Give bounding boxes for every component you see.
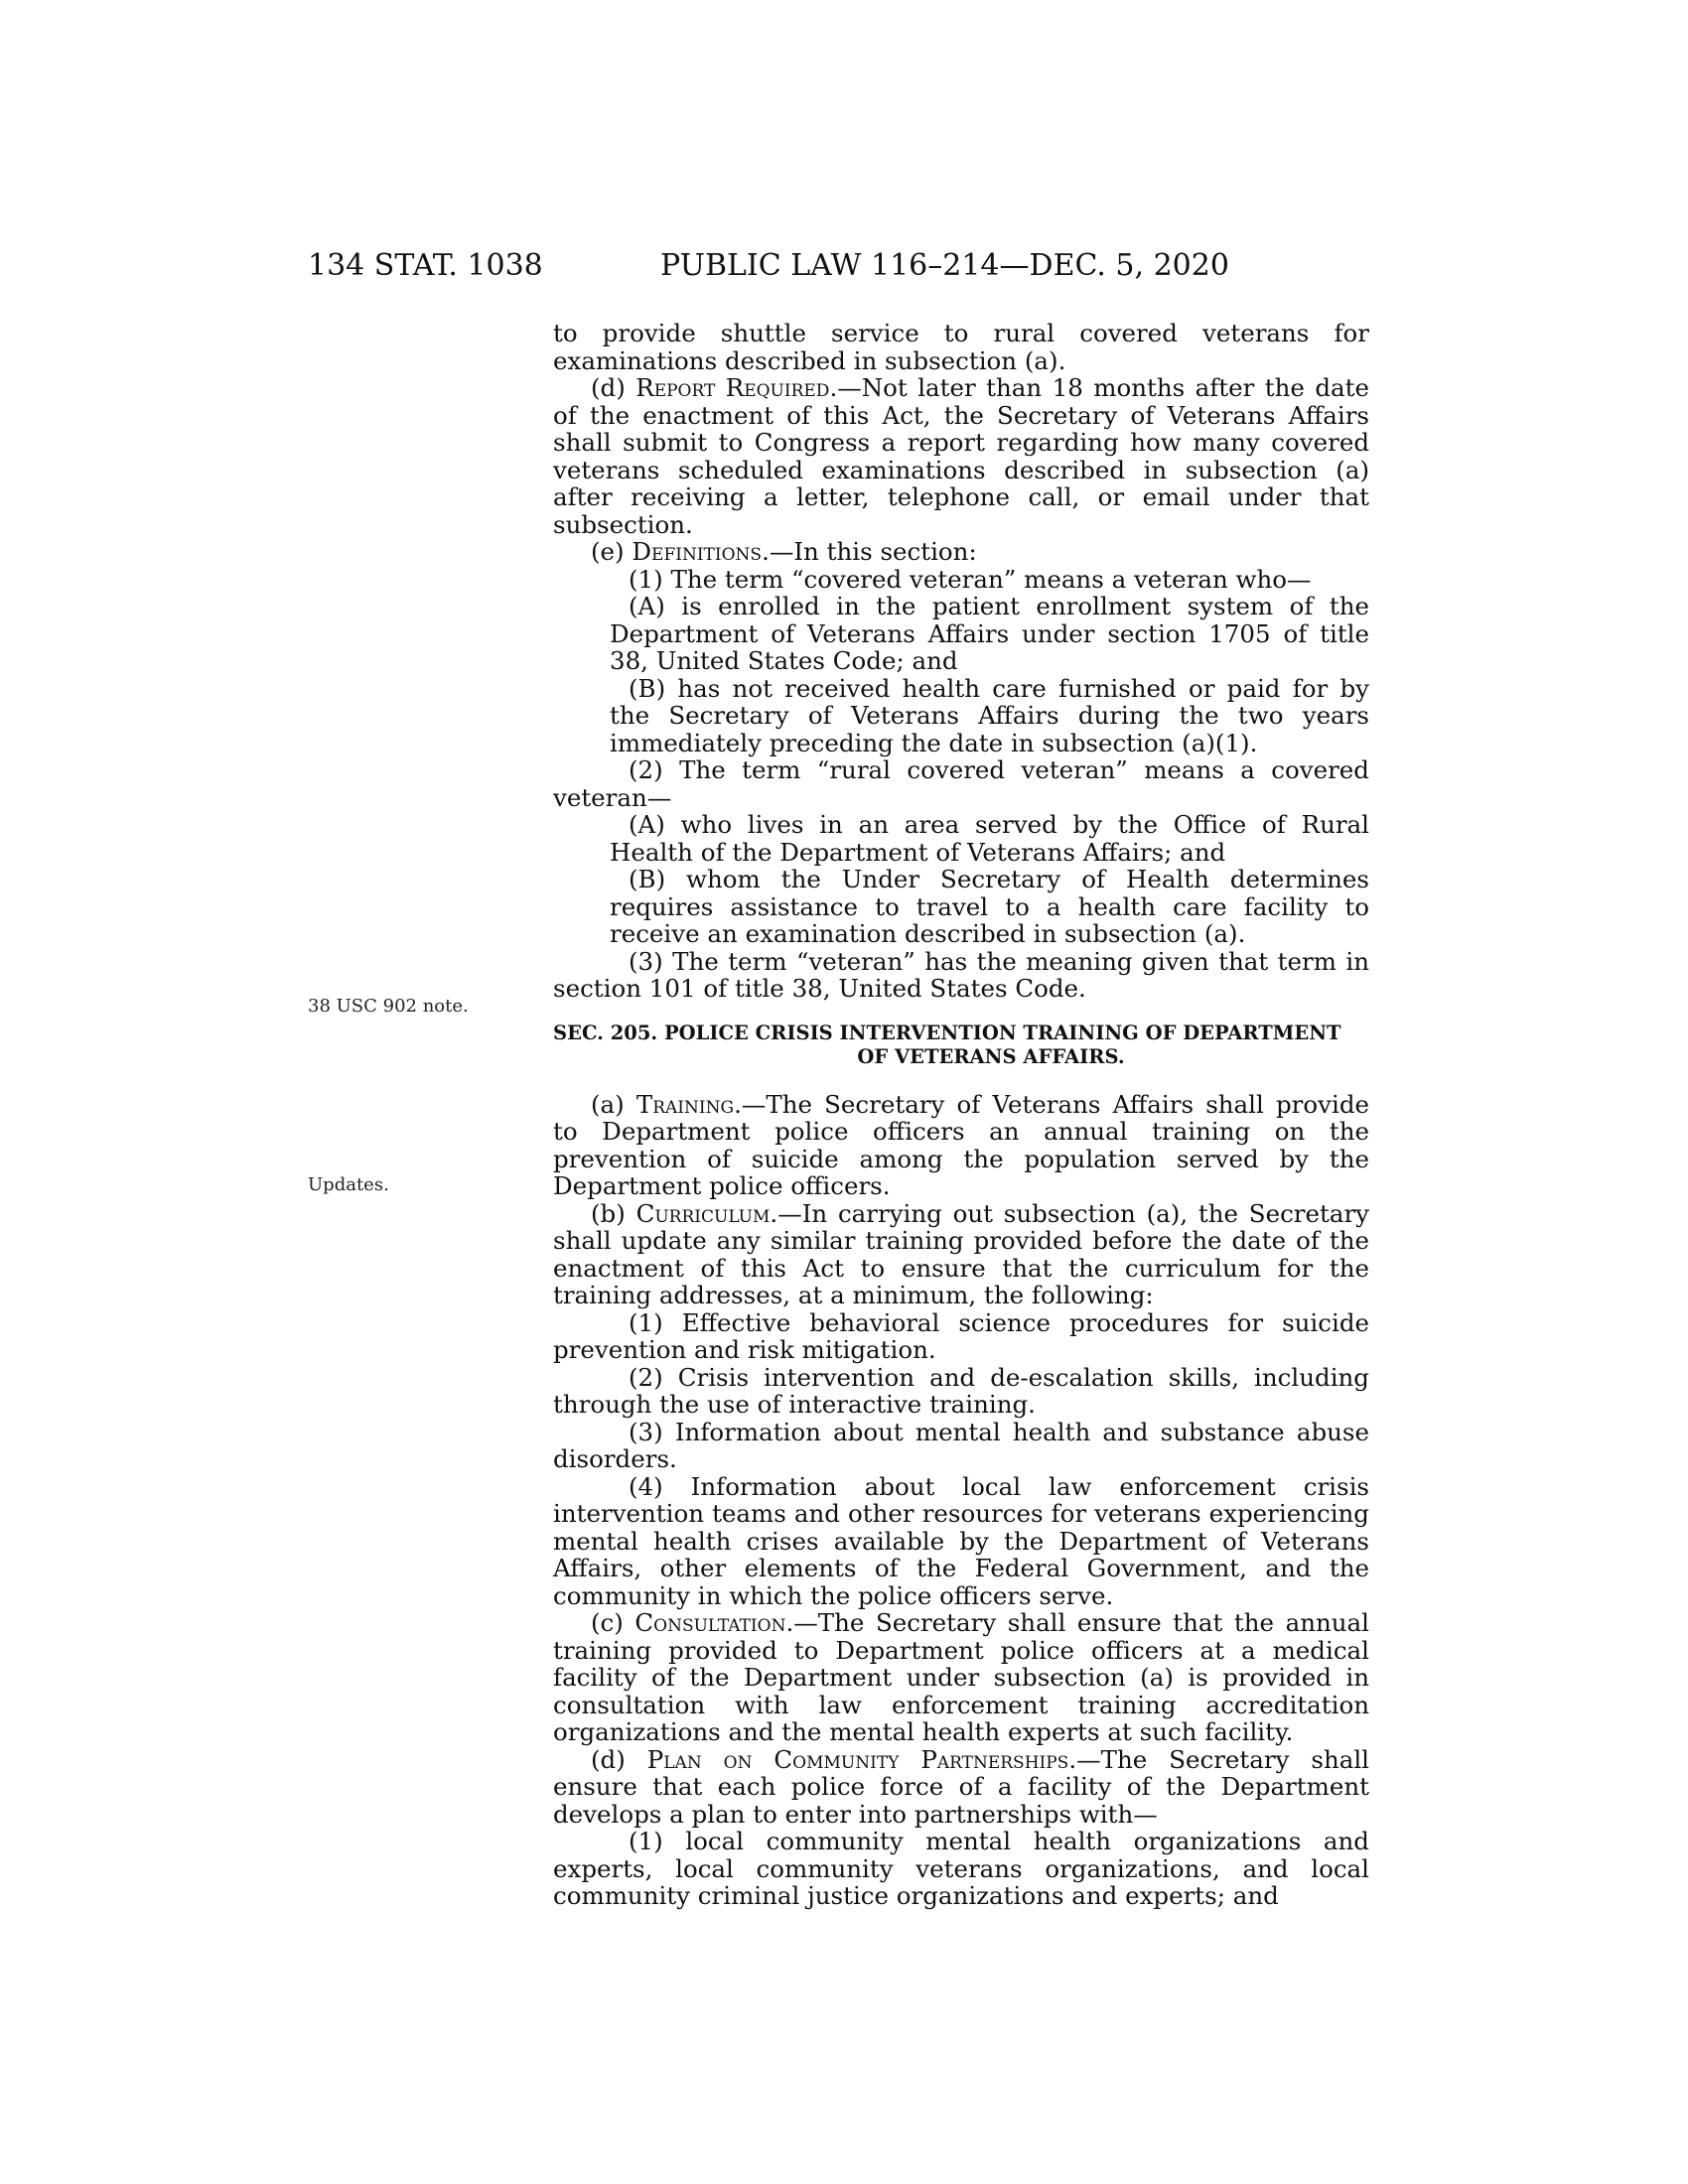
subsection-label: (d) — [591, 373, 636, 402]
subsection-text: —In carrying out subsection (a), the Secretary shall update any similar training provided before the date of the enactment of this Act to ensure that the curriculum for the training addresses, at a minimum, the following: — [553, 1198, 1370, 1309]
section-heading-line2: OF VETERANS AFFAIRS. — [857, 1044, 1125, 1068]
subsection-b-curriculum — [553, 1200, 1369, 1309]
section-heading-line1: SEC. 205. POLICE CRISIS INTERVENTION TRAINING OF DEPARTMENT — [553, 1021, 1341, 1044]
subsection-heading: Training. — [635, 1089, 742, 1119]
paragraph-b4: (4) Information about local law enforcement crisis intervention teams and other resources for veterans experiencing mental health crises available by the Department of Veterans Affairs, other elements of the Federal Government, and the community in which the police officers serve. — [553, 1471, 1369, 1610]
paragraph-e2: (2) The term “rural covered veteran” means a covered veteran— — [553, 755, 1369, 812]
subparagraph-e1b: (B) has not received health care furnished or paid for by the Secretary of Veterans Affairs during the two years immediately preceding the date in subsection (a)(1). — [610, 673, 1369, 757]
subsection-label: (a) — [591, 1089, 636, 1119]
section-heading — [553, 1022, 1369, 1069]
subparagraph-e2b: (B) whom the Under Secretary of Health determines requires assistance to travel to a health care facility to receive an examination described in subsection (a). — [610, 865, 1369, 948]
subsection-text: —The Secretary shall ensure that the annual training provided to Department police officers at a medical facility of the Department under subsection (a) is provided in consultation with law enforcement training accreditation organizations and the mental health experts at such facility. — [553, 1608, 1369, 1746]
subsection-heading: Consultation. — [634, 1608, 794, 1637]
subparagraph-e1a: (A) is enrolled in the patient enrollment system of the Department of Veterans Affairs under section 1705 of title 38, United States Code; and — [610, 592, 1369, 675]
subsection-text: —In this section: — [769, 537, 977, 566]
subsection-label: (c) — [591, 1608, 635, 1637]
page-header — [0, 248, 1688, 288]
subsection-e-definitions — [553, 538, 1369, 566]
subsection-heading: Definitions. — [632, 537, 770, 566]
margin-note-updates: Updates. — [308, 1174, 389, 1195]
paragraph-d1: (1) local community mental health organizations and experts, local community veterans organizations, and local community criminal justice organizations and experts; and — [553, 1827, 1369, 1910]
stat-page-number: 134 STAT. 1038 — [308, 248, 543, 283]
paragraph-b2: (2) Crisis intervention and de-escalation skills, including through the use of interactive training. — [553, 1362, 1369, 1419]
paragraph-b3: (3) Information about mental health and substance abuse disorders. — [553, 1417, 1369, 1473]
paragraph-b1: (1) Effective behavioral science procedures for suicide prevention and risk mitigation. — [553, 1307, 1369, 1364]
subsection-d-report — [553, 374, 1369, 538]
subsection-heading: Plan on Community Partnerships. — [646, 1744, 1077, 1774]
subsection-a-training — [553, 1091, 1369, 1200]
subsection-label: (e) — [591, 537, 633, 566]
statute-body — [553, 320, 1369, 1910]
paragraph-e1: (1) The term “covered veteran” means a veteran who— — [629, 564, 1312, 594]
subsection-heading: Report Required. — [635, 373, 838, 402]
subsection-text: —Not later than 18 months after the date of the enactment of this Act, the Secretary of Veterans Affairs shall submit to Congress a report regarding how many covered veterans scheduled examinations described in subsection (a) after receiving a letter, telephone call, or email under that subsection. — [553, 373, 1369, 539]
subsection-label: (d) — [591, 1744, 647, 1774]
subsection-c-consultation — [553, 1609, 1369, 1746]
subparagraph-e2a: (A) who lives in an area served by the Office of Rural Health of the Department of Veterans Affairs; and — [610, 810, 1369, 867]
margin-note-usc: 38 USC 902 note. — [308, 996, 469, 1017]
continued-paragraph: to provide shuttle service to rural covered veterans for examinations described in subsection (a). — [553, 319, 1369, 375]
subsection-d-plan — [553, 1746, 1369, 1829]
subsection-label: (b) — [591, 1198, 636, 1228]
subsection-text: —The Secretary shall ensure that each police force of a facility of the Department develops a plan to enter into partnerships with— — [553, 1744, 1369, 1829]
subsection-heading: Curriculum. — [635, 1198, 778, 1228]
public-law-title: PUBLIC LAW 116–214—DEC. 5, 2020 — [660, 248, 1229, 283]
paragraph-e3: (3) The term “veteran” has the meaning given that term in section 101 of title 38, United States Code. — [553, 946, 1369, 1003]
subsection-text: —The Secretary of Veterans Affairs shall provide to Department police officers an annual training on the prevention of suicide among the population served by the Department police officers. — [553, 1089, 1369, 1200]
